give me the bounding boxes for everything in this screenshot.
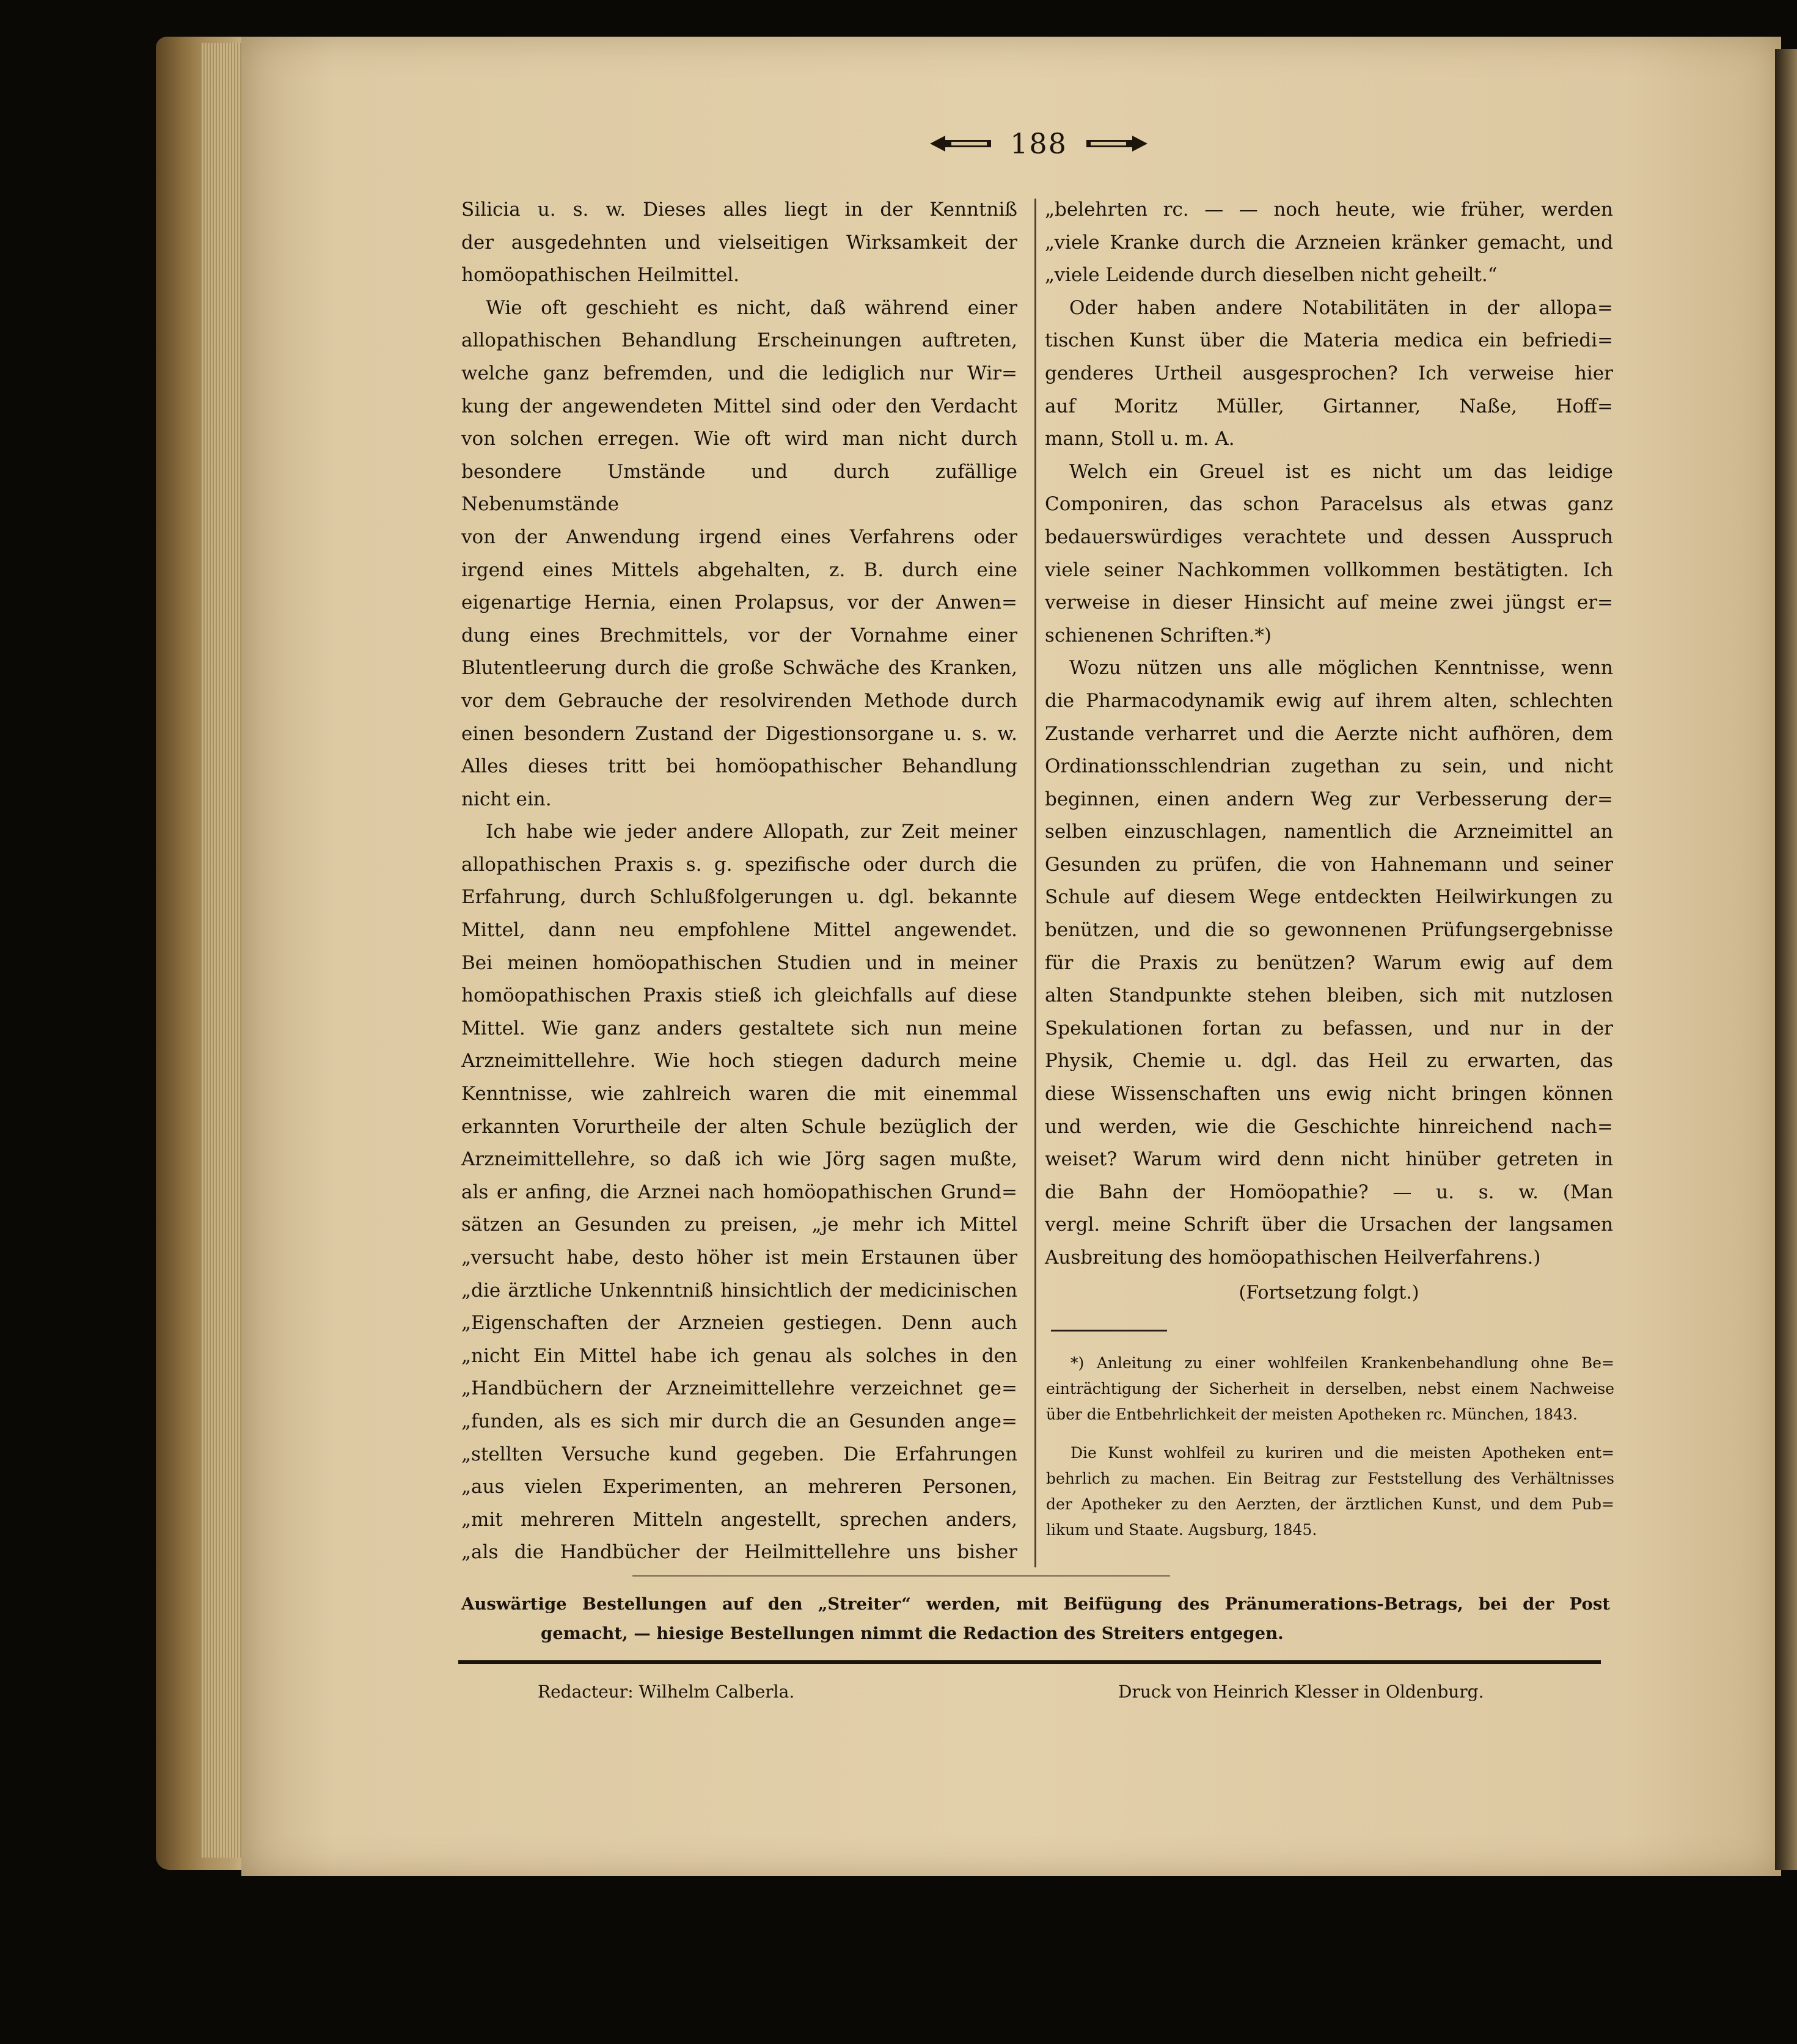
text-line: Erfahrung, durch Schlußfolgerungen u. dgl. bekannte xyxy=(461,886,1017,909)
text-line: allopathischen Behandlung Erscheinungen auftreten, xyxy=(461,329,1017,352)
footnote-line: *) Anleitung zu einer wohlfeilen Krankenbehandlung ohne Be= xyxy=(1071,1354,1614,1372)
text-line: schienenen Schriften.*) xyxy=(1045,624,1272,647)
text-line: „versucht habe, desto höher ist mein Erstaunen über xyxy=(461,1247,1017,1269)
text-line: und werden, wie die Geschichte hinreichend nach= xyxy=(1045,1115,1613,1138)
subscription-notice xyxy=(461,1589,1610,1648)
footnote-line: Die Kunst wohlfeil zu kuriren und die meisten Apotheken ent= xyxy=(1071,1444,1614,1462)
text-line: „viele Leidende durch dieselben nicht geheilt.“ xyxy=(1045,264,1498,287)
text-line: nicht ein. xyxy=(461,788,552,810)
text-line: verweise in dieser Hinsicht auf meine zwei jüngst er= xyxy=(1045,592,1613,614)
text-line: erkannten Vorurtheile der alten Schule bezüglich der xyxy=(461,1115,1017,1138)
text-line: „Handbüchern der Arzneimittellehre verzeichnet ge= xyxy=(461,1377,1017,1400)
text-line: Silicia u. s. w. Dieses alles liegt in der Kenntniß xyxy=(461,199,1017,221)
text-line: Alles dieses tritt bei homöopathischer Behandlung xyxy=(461,755,1017,778)
text-line: Kenntnisse, wie zahlreich waren die mit einemmal xyxy=(461,1083,1017,1105)
text-line: Ich habe wie jeder andere Allopath, zur Zeit meiner xyxy=(486,821,1017,843)
continued-note: (Fortsetzung folgt.) xyxy=(1239,1282,1419,1303)
left-column xyxy=(461,194,1017,1569)
text-line: mann, Stoll u. m. A. xyxy=(1045,428,1235,450)
text-line: Gesunden zu prüfen, die von Hahnemann und seiner xyxy=(1045,853,1613,876)
column-divider xyxy=(1034,199,1036,1567)
text-line: vergl. meine Schrift über die Ursachen der langsamen xyxy=(1045,1214,1613,1236)
text-line: Arzneimittellehre. Wie hoch stiegen dadurch meine xyxy=(461,1050,1017,1072)
printer-imprint: Druck von Heinrich Klesser in Oldenburg. xyxy=(1118,1682,1484,1702)
text-line: dung eines Brechmittels, vor der Vornahme einer xyxy=(461,624,1017,647)
text-line: selben einzuschlagen, namentlich die Arzneimittel an xyxy=(1045,821,1613,843)
text-line: von der Anwendung irgend eines Verfahrens oder xyxy=(461,526,1017,548)
text-line: Mittel, dann neu empfohlene Mittel angewendet. xyxy=(461,919,1017,942)
text-line: besondere Umstände und durch zufällige Nebenumstände xyxy=(461,460,1017,516)
text-line: allopathischen Praxis s. g. spezifische oder durch die xyxy=(461,853,1017,876)
text-line: Componiren, das schon Paracelsus als etwas ganz xyxy=(1045,493,1613,516)
text-line: alten Standpunkte stehen bleiben, sich mit nutzlosen xyxy=(1045,984,1613,1007)
text-line: als er anfing, die Arznei nach homöopathischen Grund= xyxy=(461,1181,1017,1203)
text-line: einen besondern Zustand der Digestionsorgane u. s. w. xyxy=(461,722,1017,745)
text-line: homöopathischen Heilmittel. xyxy=(461,264,739,287)
text-line: welche ganz befremden, und die lediglich nur Wir= xyxy=(461,362,1017,384)
text-line: Wie oft geschieht es nicht, daß während einer xyxy=(486,296,1017,319)
left-ornament-icon xyxy=(927,132,994,155)
text-line: die Pharmacodynamik ewig auf ihrem alten, schlechten xyxy=(1045,689,1613,712)
footnote-line: behrlich zu machen. Ein Beitrag zur Feststellung des Verhältnisses xyxy=(1046,1470,1614,1487)
text-line: genderes Urtheil ausgesprochen? Ich verweise hier xyxy=(1045,362,1613,384)
page-number: 188 xyxy=(1010,127,1067,160)
text-line: eigenartige Hernia, einen Prolapsus, vor der Anwen= xyxy=(461,592,1017,614)
text-line: „als die Handbücher der Heilmittellehre uns bisher xyxy=(461,1541,1017,1564)
text-line: die Bahn der Homöopathie? — u. s. w. (Man xyxy=(1045,1181,1613,1203)
text-line: „stellten Versuche kund gegeben. Die Erfahrungen xyxy=(461,1443,1017,1465)
right-column xyxy=(1045,194,1613,1275)
next-page-edge xyxy=(1775,49,1797,1870)
text-line: Physik, Chemie u. dgl. das Heil zu erwarten, das xyxy=(1045,1050,1613,1072)
text-line: „Eigenschaften der Arzneien gestiegen. Denn auch xyxy=(461,1312,1017,1335)
text-line: „die ärztliche Unkenntniß hinsichtlich der medicinischen xyxy=(461,1279,1017,1302)
page-stack-edge xyxy=(202,43,247,1858)
text-line: Blutentleerung durch die große Schwäche des Kranken, xyxy=(461,657,1017,680)
notice-line: gemacht, — hiesige Bestellungen nimmt die Redaction des Streiters entgegen. xyxy=(541,1624,1284,1643)
text-line: irgend eines Mittels abgehalten, z. B. durch eine xyxy=(461,559,1017,581)
text-line: „mit mehreren Mitteln angestellt, sprechen anders, xyxy=(461,1508,1017,1531)
text-line: für die Praxis zu benützen? Warum ewig auf dem xyxy=(1045,951,1613,974)
text-line: homöopathischen Praxis stieß ich gleichfalls auf diese xyxy=(461,984,1017,1007)
footnote-2 xyxy=(1046,1440,1614,1543)
text-line: viele seiner Nachkommen vollkommen bestätigten. Ich xyxy=(1045,559,1613,581)
editor-imprint: Redacteur: Wilhelm Calberla. xyxy=(538,1682,795,1702)
imprint-rule xyxy=(458,1660,1601,1664)
text-line: Ordinationsschlendrian zugethan zu sein, und nicht xyxy=(1045,755,1613,778)
text-line: diese Wissenschaften uns ewig nicht bringen können xyxy=(1045,1083,1613,1105)
text-line: Spekulationen fortan zu befassen, und nur in der xyxy=(1045,1017,1613,1039)
text-line: Arzneimittellehre, so daß ich wie Jörg sagen mußte, xyxy=(461,1148,1017,1171)
text-line: Zustande verharret und die Aerzte nicht aufhören, dem xyxy=(1045,722,1613,745)
footnote-line: der Apotheker zu den Aerzten, der ärztlichen Kunst, und dem Pub= xyxy=(1046,1495,1614,1513)
text-line: bedauerswürdiges verachtete und dessen Ausspruch xyxy=(1045,526,1613,548)
notice-rule xyxy=(632,1575,1170,1577)
text-line: beginnen, einen andern Weg zur Verbesserung der= xyxy=(1045,788,1613,810)
text-line: Mittel. Wie ganz anders gestaltete sich nun meine xyxy=(461,1017,1017,1039)
text-line: „funden, als es sich mir durch die an Gesunden ange= xyxy=(461,1410,1017,1432)
text-line: der ausgedehnten und vielseitigen Wirksamkeit der xyxy=(461,231,1017,254)
text-line: „viele Kranke durch die Arzneien kränker gemacht, und xyxy=(1045,231,1613,254)
text-line: Welch ein Greuel ist es nicht um das leidige xyxy=(1069,460,1613,483)
footnote-rule xyxy=(1051,1330,1167,1332)
notice-line: Auswärtige Bestellungen auf den „Streiter“ werden, mit Beifügung des Pränumerations-Betrags, bei der Post xyxy=(461,1594,1610,1614)
text-line: Ausbreitung des homöopathischen Heilverfahrens.) xyxy=(1045,1247,1541,1269)
text-line: kung der angewendeten Mittel sind oder den Verdacht xyxy=(461,395,1017,417)
page-header xyxy=(923,122,1155,165)
right-ornament-icon xyxy=(1083,132,1151,155)
text-line: vor dem Gebrauche der resolvirenden Methode durch xyxy=(461,689,1017,712)
footnote-line: einträchtigung der Sicherheit in derselben, nebst einem Nachweise xyxy=(1046,1380,1614,1397)
text-line: von solchen erregen. Wie oft wird man nicht durch xyxy=(461,428,1017,450)
text-line: „aus vielen Experimenten, an mehreren Personen, xyxy=(461,1476,1017,1498)
text-line: auf Moritz Müller, Girtanner, Naße, Hoff= xyxy=(1045,395,1613,417)
footnote-line: über die Entbehrlichkeit der meisten Apotheken rc. München, 1843. xyxy=(1046,1405,1578,1423)
text-line: „nicht Ein Mittel habe ich genau als solches in den xyxy=(461,1344,1017,1367)
text-line: Schule auf diesem Wege entdeckten Heilwirkungen zu xyxy=(1045,886,1613,909)
text-line: Bei meinen homöopathischen Studien und in meiner xyxy=(461,951,1017,974)
text-line: „belehrten rc. — — noch heute, wie früher, werden xyxy=(1045,199,1613,221)
text-line: weiset? Warum wird denn nicht hinüber getreten in xyxy=(1045,1148,1613,1171)
footnote-1 xyxy=(1046,1350,1614,1427)
text-line: Oder haben andere Notabilitäten in der allopa= xyxy=(1069,296,1613,319)
footnote-line: likum und Staate. Augsburg, 1845. xyxy=(1046,1521,1317,1539)
text-line: tischen Kunst über die Materia medica ein befriedi= xyxy=(1045,329,1613,352)
text-line: Wozu nützen uns alle möglichen Kenntnisse, wenn xyxy=(1069,657,1613,680)
text-line: sätzen an Gesunden zu preisen, „je mehr ich Mittel xyxy=(461,1214,1017,1236)
text-line: benützen, und die so gewonnenen Prüfungsergebnisse xyxy=(1045,919,1613,942)
